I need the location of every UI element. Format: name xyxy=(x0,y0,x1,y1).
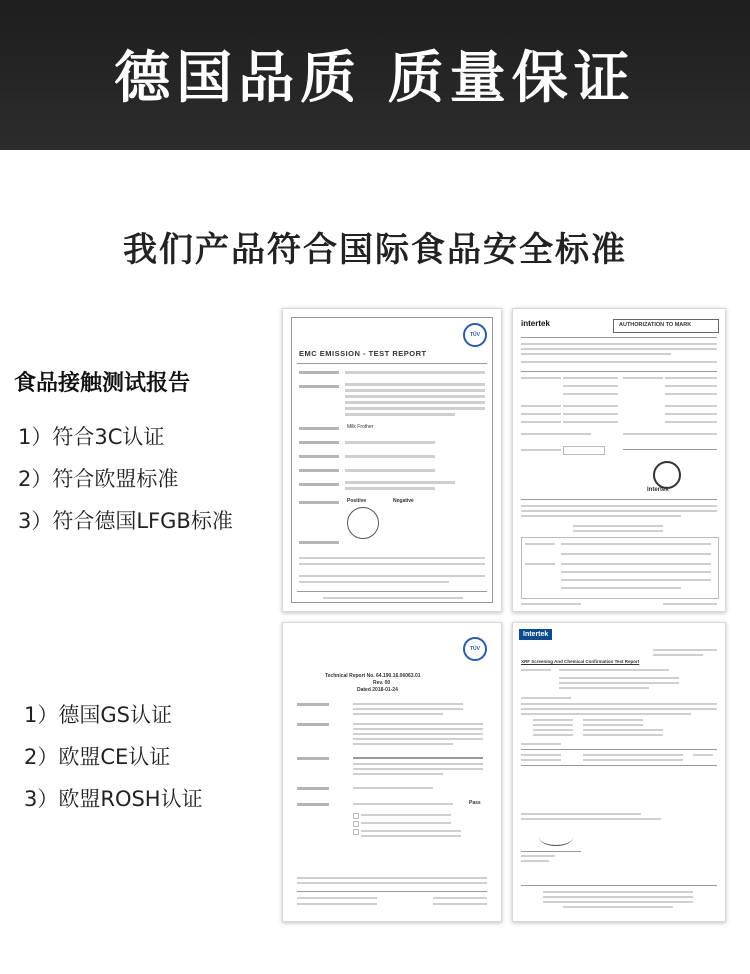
report-revision: Rev. 00 xyxy=(373,680,391,686)
page-subtitle: 我们产品符合国际食品安全标准 xyxy=(123,230,627,270)
report-number: Technical Report No. 64.190.16.06063.01 xyxy=(325,673,421,679)
intertek-logo: Intertek xyxy=(519,629,552,640)
list-item: 2）欧盟CE认证 xyxy=(24,745,171,769)
list-item: 3）欧盟ROSH认证 xyxy=(24,787,203,811)
title-rule xyxy=(297,363,487,364)
section2-list xyxy=(24,694,203,820)
tuv-logo: TÜV xyxy=(463,637,487,661)
list-item: 3）符合德国LFGB标准 xyxy=(18,509,233,533)
signature-icon xyxy=(539,829,573,846)
section1-list xyxy=(18,416,233,542)
report-date: Dated 2018-01-24 xyxy=(357,687,398,693)
authorization-title: AUTHORIZATION TO MARK xyxy=(619,322,692,328)
result-negative: Negative xyxy=(393,498,414,504)
top-banner xyxy=(0,0,750,150)
tuv-technical-report-image xyxy=(282,622,502,922)
list-item: 1）德国GS认证 xyxy=(24,703,172,727)
result-positive: Positive xyxy=(347,498,367,504)
list-item: 1）符合3C认证 xyxy=(18,425,165,449)
certification-seal-icon xyxy=(347,507,379,539)
intertek-mark-label: Intertek xyxy=(647,487,669,493)
etl-mark-icon xyxy=(653,461,681,489)
emc-test-report-image xyxy=(282,308,502,612)
intertek-authorization-image xyxy=(512,308,726,612)
banner-title: 德国品质 质量保证 xyxy=(114,46,636,111)
xrf-title: XRF Screening And Chemical Confirmation Test Report xyxy=(521,659,640,664)
report-frame xyxy=(291,317,493,603)
section1-heading: 食品接触测试报告 xyxy=(14,371,191,396)
list-item: 2）符合欧盟标准 xyxy=(18,467,179,491)
intertek-logo: intertek xyxy=(521,319,550,328)
tuv-logo: TÜV xyxy=(463,323,487,347)
intertek-xrf-report-image xyxy=(512,622,726,922)
result-pass: Pass xyxy=(469,800,481,806)
report-title: EMC EMISSION - TEST REPORT xyxy=(299,349,427,358)
product-value: Milk Frother xyxy=(347,424,374,430)
